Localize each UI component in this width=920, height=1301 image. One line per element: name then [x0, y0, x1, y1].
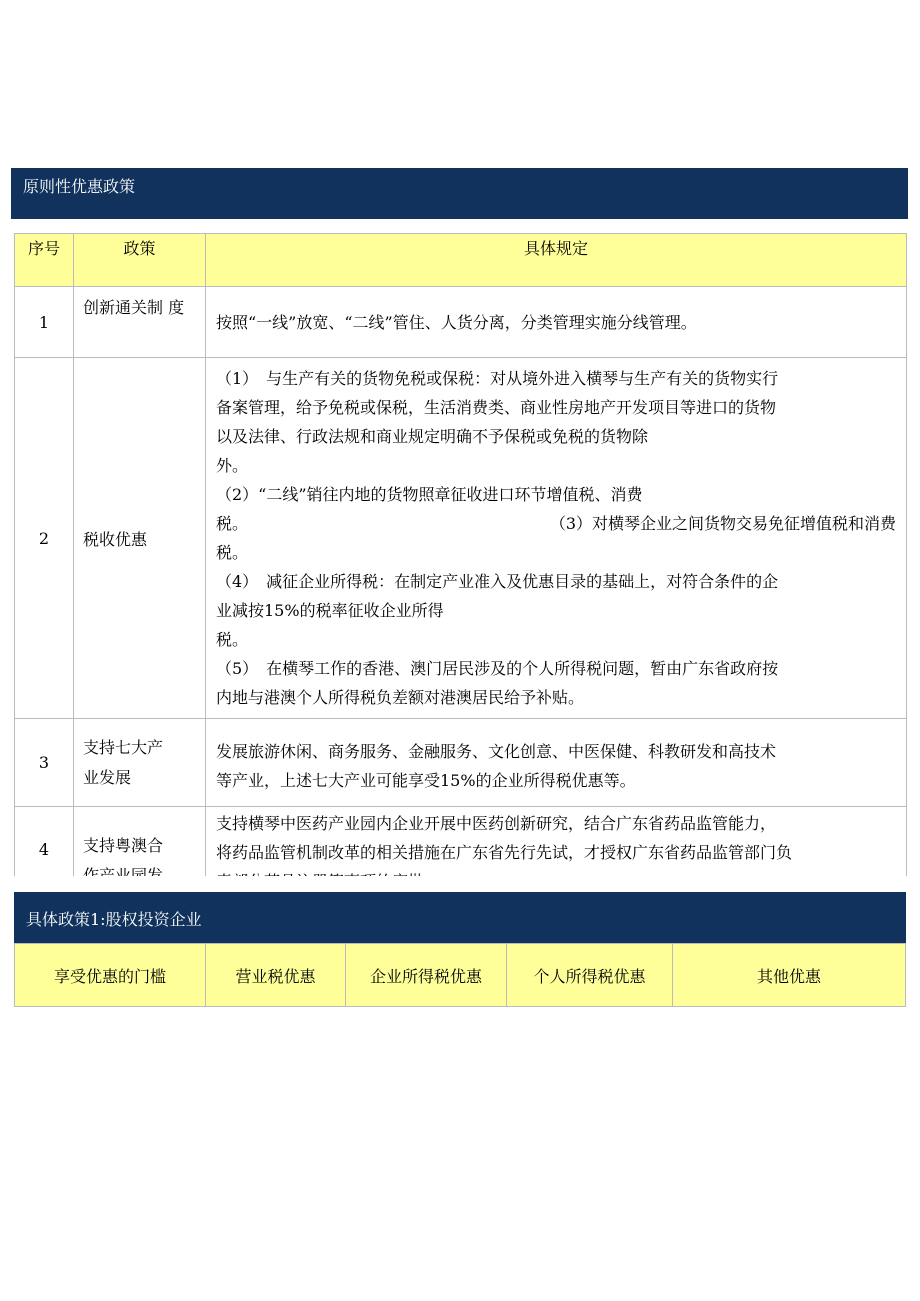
detail-line: 税。 [216, 514, 249, 533]
header-business-tax: 营业税优惠 [206, 944, 346, 1007]
detail-line: 按照“一线”放宽、“二线”管住、人货分离，分类管理实施分线管理。 [216, 312, 697, 332]
detail-line: （4） 减征企业所得税：在制定产业准入及优惠目录的基础上，对符合条件的企 [216, 572, 779, 591]
detail-line: 将药品监管机制改革的相关措施在广东省先行先试，才授权广东省药品监管部门负 [216, 843, 793, 862]
specific-policy-header [15, 944, 906, 1007]
detail-line: 备案管理，给予免税或保税，生活消费类、商业性房地产开发项目等进口的货物 [216, 398, 777, 417]
row-policy: 税收优惠 [74, 358, 206, 719]
page-break-gap [14, 876, 907, 892]
row-detail [206, 719, 907, 807]
detail-line: 等产业，上述七大产业可能享受15%的企业所得税优惠等。 [216, 771, 636, 790]
table-row [15, 358, 907, 719]
specific-policy-table [14, 943, 906, 1007]
section2-title: 具体政策1:股权投资企业 [26, 910, 202, 929]
detail-line: （2）“二线”销往内地的货物照章征收进口环节增值税、消费 [216, 485, 643, 504]
detail-line: 以及法律、行政法规和商业规定明确不予保税或免税的货物除 [216, 427, 649, 446]
header-personal-income-tax: 个人所得税优惠 [507, 944, 673, 1007]
detail-line-pair [216, 509, 896, 538]
row-number: 2 [15, 358, 74, 719]
row-policy-text: 支持粤澳合 [83, 836, 164, 855]
table-row [15, 719, 907, 807]
header-threshold: 享受优惠的门槛 [15, 944, 206, 1007]
detail-line: 支持横琴中医药产业园内企业开展中医药创新研究，结合广东省药品监管能力， [216, 814, 777, 833]
row-number: 4 [15, 807, 74, 892]
detail-line: （3）对横琴企业之间货物交易免征增值税和消费 [549, 514, 896, 533]
detail-line: 内地与港澳个人所得税负差额对港澳居民给予补贴。 [216, 688, 585, 707]
header-other: 其他优惠 [673, 944, 906, 1007]
policy-table [14, 233, 907, 892]
row-detail-clip [216, 809, 896, 885]
row-detail [206, 358, 907, 719]
detail-line: 税。 [216, 543, 249, 562]
header-corporate-income-tax: 企业所得税优惠 [346, 944, 507, 1007]
detail-line: 税。 [216, 630, 249, 649]
header-detail: 具体规定 [206, 234, 907, 287]
section2-title-banner [14, 892, 906, 943]
policy-table-header [15, 234, 907, 287]
row-number: 1 [15, 287, 74, 358]
section1-title: 原则性优惠政策 [23, 177, 136, 196]
detail-line: 外。 [216, 456, 249, 475]
section1-title-banner [11, 168, 908, 219]
table-row [15, 287, 907, 358]
header-policy: 政策 [74, 234, 206, 287]
detail-line: 业减按15%的税率征收企业所得 [216, 601, 444, 620]
header-no: 序号 [15, 234, 74, 287]
detail-line: （5） 在横琴工作的香港、澳门居民涉及的个人所得税问题，暂由广东省政府按 [216, 659, 779, 678]
detail-line: 发展旅游休闲、商务服务、金融服务、文化创意、中医保健、科教研发和高技术 [216, 742, 777, 761]
row-policy: 创新通关制 度 [74, 287, 206, 358]
row-policy: 支持七大产 业发展 [74, 719, 206, 807]
detail-line: （1） 与生产有关的货物免税或保税：对从境外进入横琴与生产有关的货物实行 [216, 369, 779, 388]
row-number: 3 [15, 719, 74, 807]
row-detail [206, 287, 907, 358]
